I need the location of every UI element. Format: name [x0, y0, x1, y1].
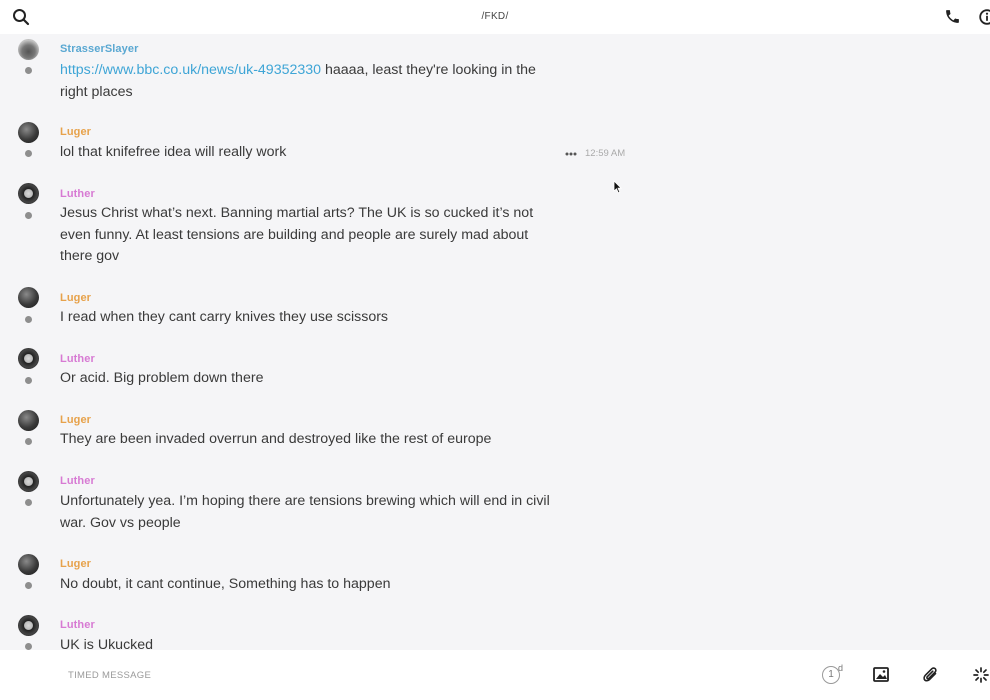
avatar[interactable] — [18, 39, 39, 60]
message-author[interactable]: Luger — [60, 126, 92, 138]
avatar[interactable] — [18, 615, 39, 636]
message-author[interactable]: Luther — [60, 353, 95, 365]
message-author[interactable]: Luger — [60, 558, 92, 570]
message-item — [0, 34, 640, 114]
message-item — [0, 346, 640, 401]
message-item — [0, 613, 640, 650]
message-input[interactable]: TIMED MESSAGE — [68, 670, 152, 681]
avatar[interactable] — [18, 122, 39, 143]
read-status-dot — [25, 499, 32, 506]
message-text: Jesus Christ what’s next. Banning martial arts? The UK is so cucked it’s not even funny. At least tensions are building and people are surely mad about there gov — [60, 205, 534, 264]
message-text: Unfortunately yea. I’m hoping there are tensions brewing which will end in civil war. Gov vs people — [60, 493, 550, 531]
message-item — [0, 408, 640, 463]
message-text: Or acid. Big problem down there — [60, 370, 264, 386]
message-author[interactable]: Luger — [60, 414, 92, 426]
read-status-dot — [25, 438, 32, 445]
composer-bar — [0, 650, 990, 700]
top-bar — [0, 0, 990, 34]
read-status-dot — [25, 212, 32, 219]
message-text — [60, 60, 560, 103]
read-status-dot — [25, 643, 32, 650]
timer-unit: d — [838, 663, 844, 673]
message-author[interactable]: StrasserSlayer — [60, 43, 139, 55]
avatar[interactable] — [18, 287, 39, 308]
message-link[interactable]: https://www.bbc.co.uk/news/uk-49352330 — [60, 62, 322, 78]
message-timestamp: 12:59 AM — [585, 148, 626, 159]
message-text: They are been invaded overrun and destroyed like the rest of europe — [60, 431, 492, 447]
message-text: lol that knifefree idea will really work — [60, 144, 287, 160]
message-item — [0, 469, 640, 547]
more-options-icon[interactable] — [565, 152, 577, 156]
message-text: I read when they cant carry knives they use scissors — [60, 309, 389, 325]
message-item — [0, 285, 640, 340]
avatar[interactable] — [18, 554, 39, 575]
message-text: No doubt, it cant continue, Something has to happen — [60, 576, 391, 592]
read-status-dot — [25, 377, 32, 384]
phone-icon[interactable] — [944, 8, 961, 25]
read-status-dot — [25, 316, 32, 323]
avatar[interactable] — [18, 410, 39, 431]
message-author[interactable]: Luger — [60, 292, 92, 304]
avatar[interactable] — [18, 183, 39, 204]
message-author[interactable]: Luther — [60, 188, 95, 200]
read-status-dot — [25, 582, 32, 589]
conversation-title[interactable]: /FKD/ — [481, 11, 509, 22]
message-text-content: haaaa, least they're looking in the right places — [60, 62, 536, 100]
timer-button[interactable]: 1 — [822, 666, 840, 684]
paperclip-icon[interactable] — [923, 666, 939, 684]
message-author[interactable]: Luther — [60, 475, 95, 487]
read-status-dot — [25, 150, 32, 157]
message-feed[interactable] — [0, 34, 990, 650]
avatar[interactable] — [18, 471, 39, 492]
mouse-cursor-icon — [613, 180, 622, 194]
message-author[interactable]: Luther — [60, 619, 95, 631]
avatar[interactable] — [18, 348, 39, 369]
info-icon[interactable] — [979, 9, 990, 25]
message-text: UK is Ukucked — [60, 637, 154, 650]
read-status-dot — [25, 67, 32, 74]
sparkle-icon[interactable] — [973, 667, 989, 683]
message-item — [0, 119, 640, 174]
message-item — [0, 552, 640, 607]
image-icon[interactable] — [873, 667, 889, 682]
message-item — [0, 181, 640, 276]
